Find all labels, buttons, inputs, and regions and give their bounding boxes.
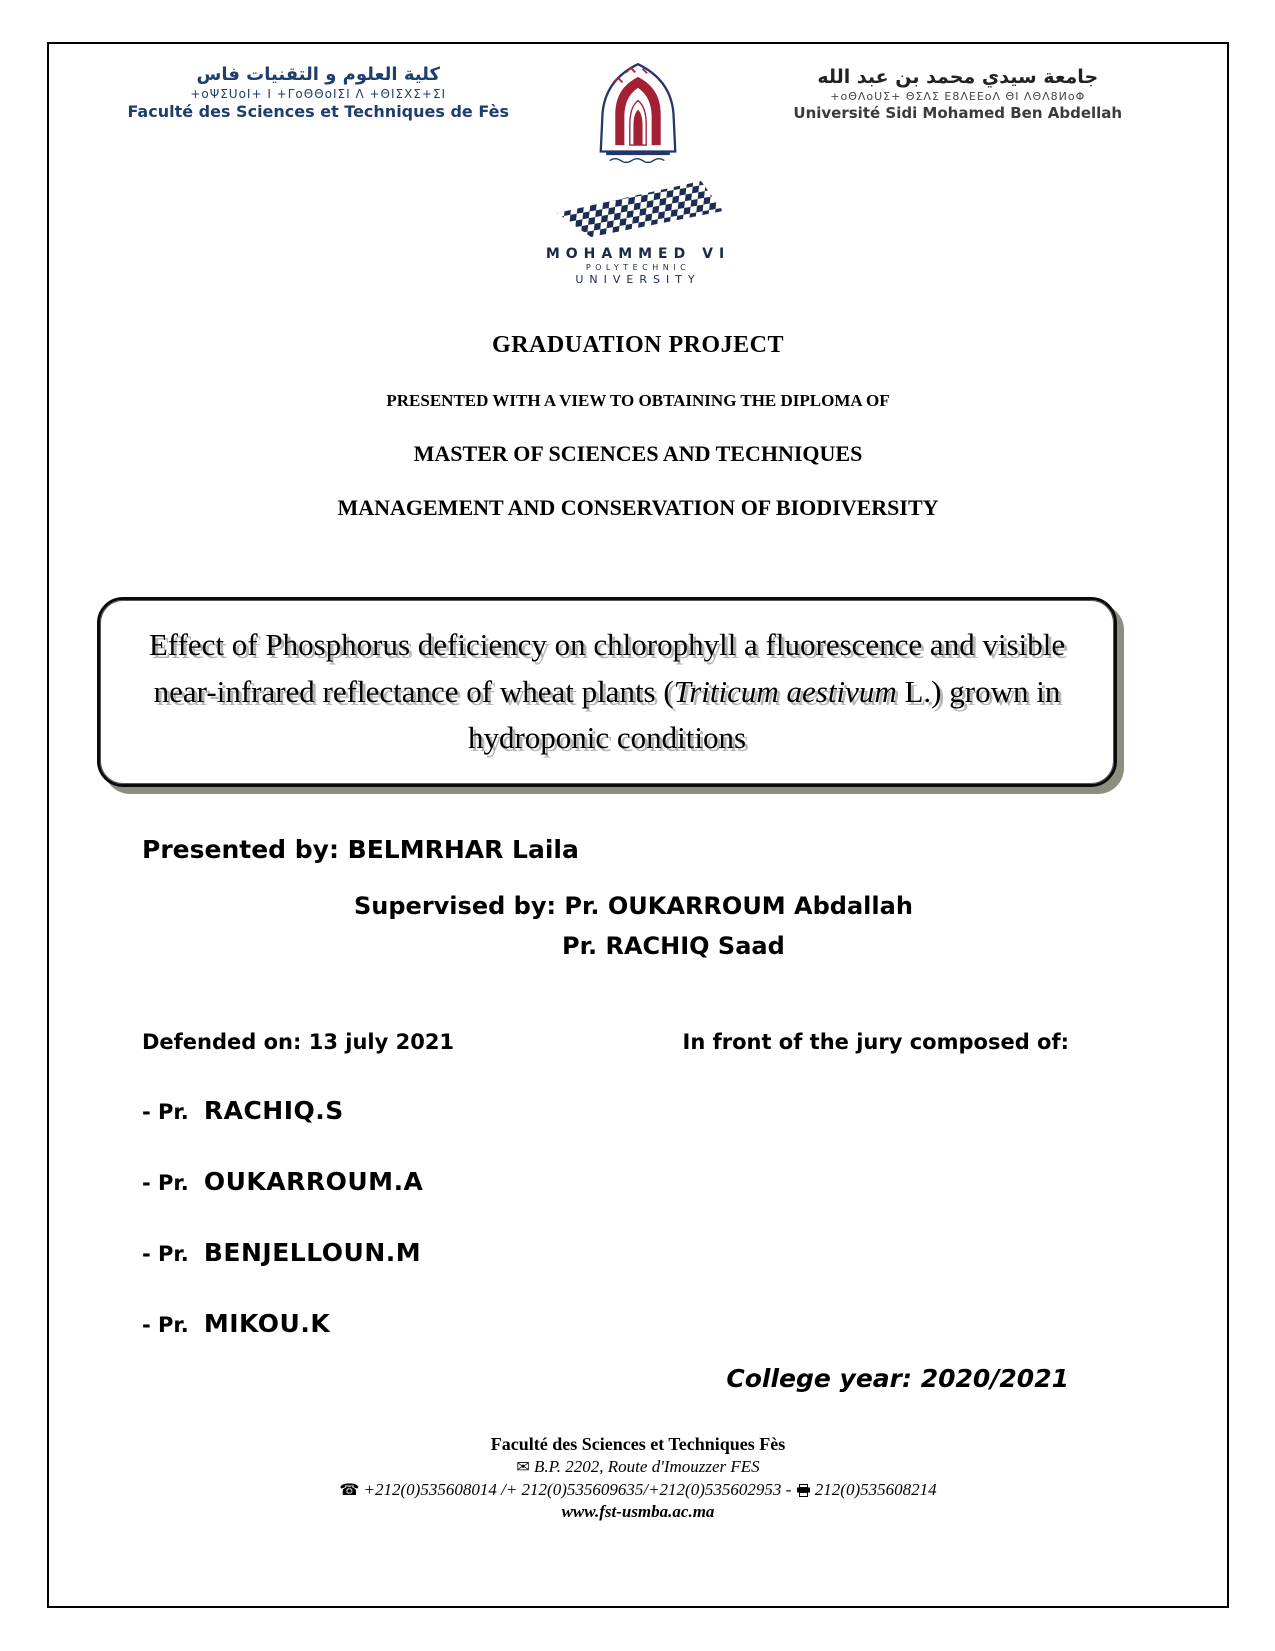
jury-member-row [142,1167,1117,1196]
jury-prefix: - Pr. [142,1099,189,1124]
defended-on-label: Defended on: 13 july 2021 [142,1029,455,1054]
footer-website: www.fst-usmba.ac.ma [561,1502,715,1522]
footer [49,1433,1227,1524]
university-seal-icon [588,60,688,177]
footer-address: B.P. 2202, Route d'Imouzzer FES [533,1456,760,1476]
fst-arabic-name: كلية العلوم و التقنيات فاس [196,64,440,85]
master-title: MASTER OF SCIENCES AND TECHNIQUES [413,441,863,466]
diploma-subtitle: PRESENTED WITH A VIEW TO OBTAINING THE DIPLOMA OF [386,391,890,410]
jury-member-row [142,1238,1117,1267]
jury-prefix: - Pr. [142,1312,189,1337]
presented-by-line: Presented by: BELMRHAR Laila [142,834,579,864]
supervised-by-line: Supervised by: Pr. OUKARROUM Abdallah [354,891,913,920]
thesis-title [130,622,1084,762]
um6p-flag-icon [549,226,727,243]
defense-row [142,1030,1117,1054]
um6p-line3: UNIVERSITY [575,273,701,286]
program-title: MANAGEMENT AND CONSERVATION OF BIODIVERSITY [337,495,939,520]
jury-member-name: BENJELLOUN.M [203,1237,422,1267]
jury-member-name: RACHIQ.S [203,1095,344,1125]
diploma-headings [49,332,1227,521]
jury-member-row [142,1309,1117,1338]
usmba-block [717,60,1199,123]
phone-icon: ☎ [339,1481,360,1499]
thesis-title-part1: Effect of Phosphorus deficiency on chlorophyll a fluorescence and visible near-infrared reflectance of wheat plants ( [148,627,1066,709]
footer-fax-number: 212(0)535608214 [814,1479,937,1499]
fst-fes-block [77,60,559,122]
usmba-seal-logo [559,60,716,177]
thesis-title-part2: L.) grown in hydroponic conditions [467,673,1061,755]
usmba-tifinagh-name: +oΘΛoUΣ+ ΘΣΛΣ Ε8ΛΕΕoΛ ΘI ΛΘΛ8ИoΦ [830,89,1086,103]
footer-phones: +212(0)535608014 /+ 212(0)535609635/+212(0)535602953 - [363,1479,792,1499]
jury-prefix: - Pr. [142,1170,189,1195]
fst-tifinagh-name: +oΨΣUoI+ I +ΓoΘΘoIΣI Λ +ΘIΣΧΣ+ΣI [190,86,447,101]
footer-phone-line [49,1479,1227,1502]
fst-french-name: Faculté des Sciences et Techniques de Fès [127,102,509,122]
jury-member-name: MIKOU.K [203,1308,331,1338]
jury-composed-label: In front of the jury composed of: [682,1029,1069,1054]
header [49,60,1227,177]
mail-icon: ✉ [516,1458,530,1476]
second-supervisor-line: Pr. RACHIQ Saad [562,931,785,960]
jury-prefix: - Pr. [142,1241,189,1266]
um6p-logo-block [49,179,1227,286]
thesis-title-box [97,597,1117,787]
jury-member-name: OUKARROUM.A [203,1166,424,1196]
usmba-french-name: Université Sidi Mohamed Ben Abdellah [793,104,1123,123]
um6p-line1: MOHAMMED VI [545,246,731,262]
footer-address-line [49,1456,1227,1479]
thesis-title-species: Triticum aestivum [673,673,897,709]
usmba-arabic-name: جامعة سيدي محمد بن عبد الله [817,66,1099,88]
credits-section [49,835,1227,1393]
um6p-wordmark [49,246,1227,286]
um6p-line2: POLYTECHNIC [585,263,691,272]
page-border-frame [47,42,1229,1608]
footer-faculty-name: Faculté des Sciences et Techniques Fès [490,1433,786,1454]
college-year-line: College year: 2020/2021 [726,1363,1069,1393]
jury-member-row [142,1096,1117,1125]
fax-icon [796,1480,811,1499]
graduation-project-title: GRADUATION PROJECT [492,332,784,358]
